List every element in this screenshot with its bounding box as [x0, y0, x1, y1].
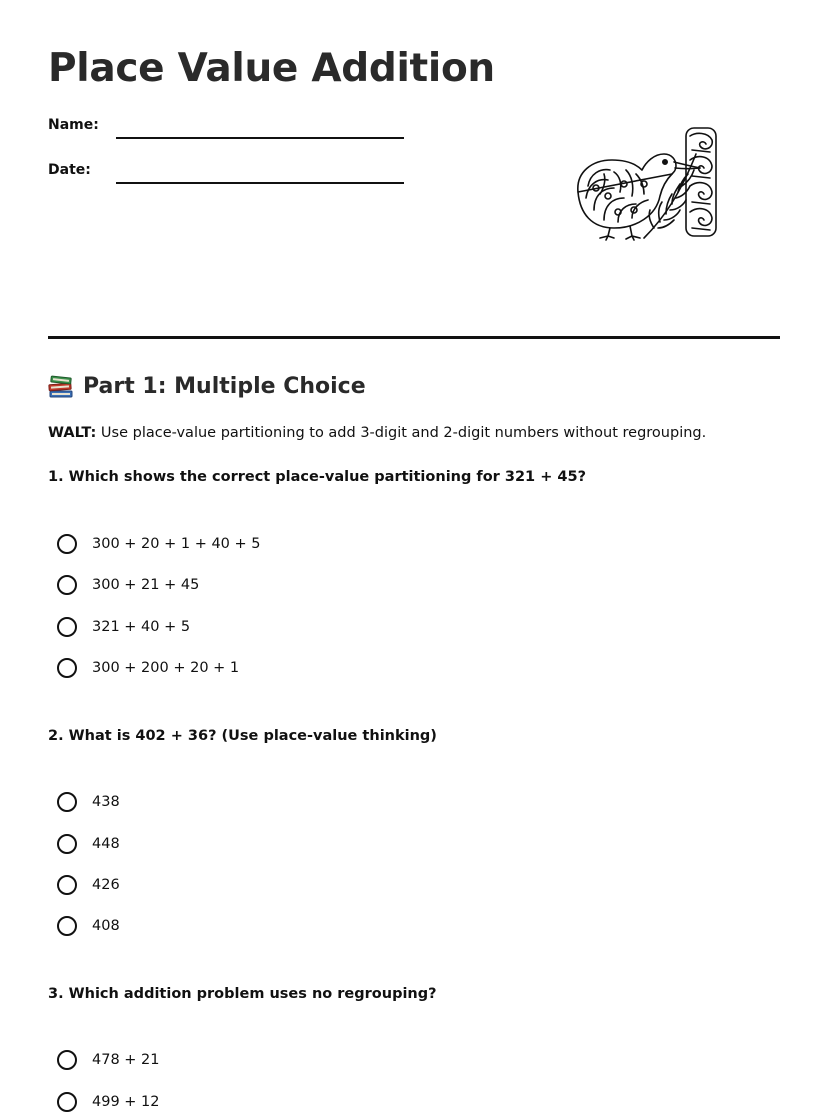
radio-button[interactable]: [57, 792, 77, 812]
question-1-option-1[interactable]: [57, 531, 261, 557]
option-label: 499 + 12: [92, 1094, 160, 1110]
option-label: 478 + 21: [92, 1052, 160, 1068]
part1-heading-text: Part 1: Multiple Choice: [83, 374, 366, 399]
question-2-text: 2. What is 402 + 36? (Use place-value thinking): [48, 728, 437, 744]
kiwi-fern-icon: [574, 124, 720, 242]
date-label: Date:: [48, 162, 91, 178]
walt-text: Use place-value partitioning to add 3-digit and 2-digit numbers without regrouping.: [100, 425, 707, 441]
page-title: Place Value Addition: [48, 46, 495, 91]
name-field: [48, 116, 408, 140]
option-label: 408: [92, 918, 120, 934]
option-label: 426: [92, 877, 120, 893]
option-label: 300 + 20 + 1 + 40 + 5: [92, 536, 261, 552]
name-label: Name:: [48, 117, 99, 133]
option-label: 438: [92, 794, 120, 810]
question-3-option-1[interactable]: [57, 1047, 160, 1073]
section-divider: [48, 336, 780, 339]
radio-button[interactable]: [57, 875, 77, 895]
radio-button[interactable]: [57, 1092, 77, 1112]
walt-label: WALT:: [48, 425, 97, 441]
question-1-option-3[interactable]: [57, 614, 190, 640]
question-1-option-2[interactable]: [57, 572, 199, 598]
question-1-text: 1. Which shows the correct place-value partitioning for 321 + 45?: [48, 469, 586, 485]
question-2-option-1[interactable]: [57, 789, 120, 815]
option-label: 300 + 21 + 45: [92, 577, 200, 593]
radio-button[interactable]: [57, 1050, 77, 1070]
date-line[interactable]: [116, 182, 404, 184]
question-2-option-3[interactable]: [57, 872, 120, 898]
option-label: 300 + 200 + 20 + 1: [92, 660, 240, 676]
walt-statement: [48, 425, 706, 441]
books-icon: [48, 375, 74, 399]
radio-button[interactable]: [57, 617, 77, 637]
question-2-option-4[interactable]: [57, 913, 120, 939]
question-1-option-4[interactable]: [57, 655, 239, 681]
name-line[interactable]: [116, 137, 404, 139]
option-label: 448: [92, 836, 120, 852]
radio-button[interactable]: [57, 834, 77, 854]
radio-button[interactable]: [57, 916, 77, 936]
question-3-text: 3. Which addition problem uses no regrouping?: [48, 986, 437, 1002]
question-3-option-2[interactable]: [57, 1089, 160, 1115]
radio-button[interactable]: [57, 534, 77, 554]
radio-button[interactable]: [57, 658, 77, 678]
radio-button[interactable]: [57, 575, 77, 595]
date-field: [48, 161, 408, 185]
question-2-option-2[interactable]: [57, 831, 120, 857]
option-label: 321 + 40 + 5: [92, 619, 191, 635]
part1-heading: [48, 374, 366, 399]
